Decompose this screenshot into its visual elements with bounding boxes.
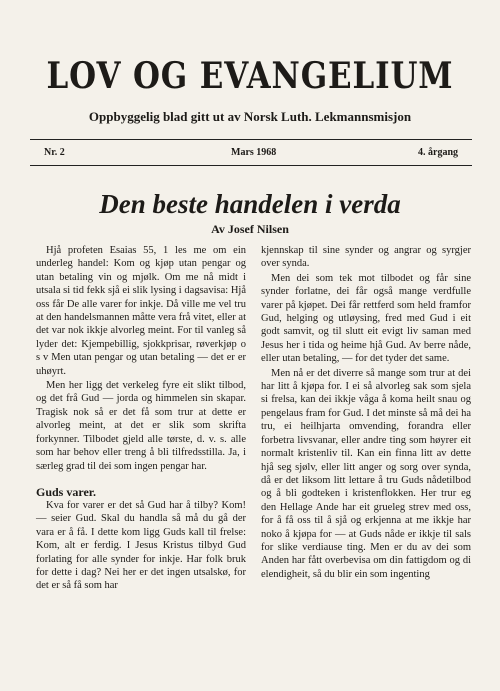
right-column: [261, 244, 471, 581]
issue-volume: 4. årgang: [418, 147, 458, 158]
masthead-title: LOV OG EVANGELIUM: [46, 55, 454, 97]
masthead-subtitle: Oppbyggelig blad gitt ut av Norsk Luth. Lekmannsmisjon: [88, 109, 412, 124]
subheading: Guds varer.: [36, 484, 97, 499]
paragraph: Hjå profeten Esaias 55, 1 les me om ein underleg handel: Kom og kjøp utan pengar og utan betaling vin og mjølk. Om me nå midt i utsala si tid fekk sjå ei slik lysing i dagsavisa: Hjå oss får De alle varer for inkje. Då ville me vel tru at den handelsmannen måtte vera frå vitet, eller at det var nok ikkje alvorleg meint. For til vanleg så lyder det: Kjempebillig, sjokkprisar, røverkjøp o s v Men utan pengar og utan betaling — det er er uhøyrt.: [36, 245, 246, 377]
paragraph: Men her ligg det verkeleg fyre eit slikt tilbod, og det frå Gud — jorda og himmelen sin skapar. Tragisk nok så er det få som trur at dette er alvorleg meint, at det er slik som skrifta forkynner. Tilbodet gjeld alle tørste, d. v. s. alle som har behov eller treng å bli tilfredsstilla. Ja, i særleg grad til dei som ingen pengar har.: [36, 380, 246, 472]
paragraph: Men nå er det diverre så mange som trur at dei har litt å kjøpa for. I ei så alvorleg sak som sjela si frelsa, kan dei ikkje våga å koma heilt snau og pengelaus fram for Gud. I det minste så må dei ha tru, ei heilhjarta omvending, forandra eller forbetra livsvanar, eller andre ting som høyrer eit normalt kristenliv til. Kan ein finna litt av dette hjå seg sjølv, eller litt anger og sorg over synda, då er det liksom litt lettare å tru Guds nådetilbod og å bli godteken i kristenflokken. Her trur eg den Hellage Ande har eit grueleg strev med oss, for å få oss til å sjå og erkjenna at me ikkje har noko å kjøpa for — at Guds nåde er ikkje til sals for slike verdiause ting. Men er du av dei som Anden har fått overbevisa om din fattigdom og di elendigheit, så du blir ein som ingenting: [261, 367, 471, 580]
article-title: Den beste handelen i verda: [99, 189, 401, 219]
issue-date: Mars 1968: [231, 147, 277, 158]
top-rule: [30, 139, 472, 140]
paragraph: Men dei som tek mot tilbodet og får sine synder forlatne, dei får også mange verdfulle varer på kjøpet. Dei får rettferd som held framfor Gud, helging og utløysing, fred med Gud i eit godt samvit, og til slutt eit evigt liv saman med Jesus her i tida og heime hjå Gud. Av berre nåde, eller utan betaling, — for det tyder det same.: [261, 272, 471, 365]
paragraph: Kva for varer er det så Gud har å tilby? Kom! — seier Gud. Skal du handla så må du gå der vara er å få. I dette kom ligg Guds kall til frelse: Kom, alt er ferdig. I Jesus Kristus tilbyd Gud forlating for alle synder for inkje. Har folk bruk for dette i dag? Nei her er det ingen utsalskø, for det er så få som har: [36, 499, 246, 592]
article-byline: Av Josef Nilsen: [211, 222, 289, 236]
issue-number: Nr. 2: [44, 147, 65, 158]
paragraph: kjennskap til sine synder og angrar og syrgjer over synda.: [261, 245, 471, 270]
bottom-rule: [30, 165, 472, 166]
issue-bar: [36, 146, 466, 162]
left-column: [36, 244, 246, 593]
